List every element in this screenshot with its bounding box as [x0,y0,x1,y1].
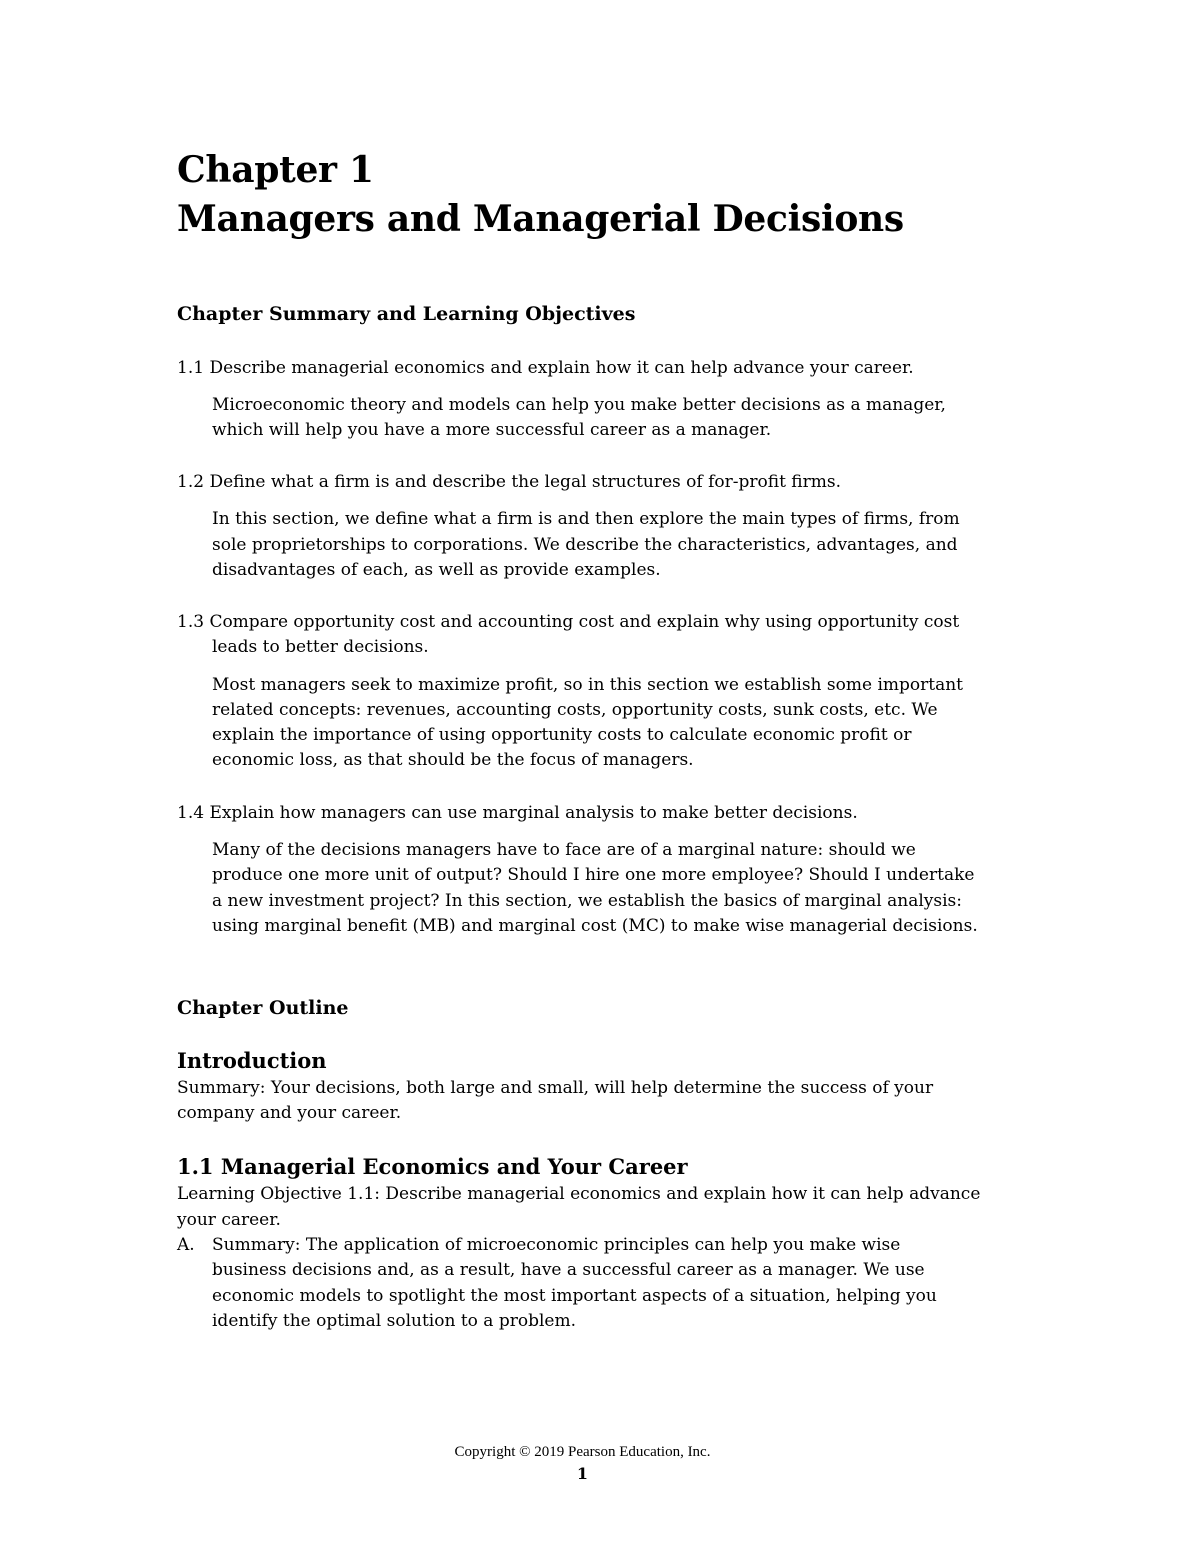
introduction-line: company and your career. [177,1103,402,1123]
introduction-heading: Introduction [177,1048,327,1073]
list-item-line: business decisions and, as a result, have a successful career as a manager. We use [212,1260,925,1280]
objective-1-3-body-line: related concepts: revenues, accounting costs, opportunity costs, sunk costs, etc. We [212,700,938,720]
objective-1-3-body-line: economic loss, as that should be the focus of managers. [212,750,694,770]
page-number: 1 [576,1464,589,1483]
list-item-line: economic models to spotlight the most important aspects of a situation, helping you [212,1286,937,1306]
summary-heading: Chapter Summary and Learning Objectives [177,303,636,325]
objective-1-3-title-cont: leads to better decisions. [212,637,429,657]
objective-1-3-title: 1.3 Compare opportunity cost and accounting cost and explain why using opportunity cost [177,612,960,632]
chapter-title: Managers and Managerial Decisions [177,198,904,240]
section-1-1-objective-line: your career. [177,1210,281,1230]
chapter-label: Chapter 1 [177,149,374,191]
objective-1-1-title: 1.1 Describe managerial economics and explain how it can help advance your career. [177,358,914,378]
objective-1-2-body-line: In this section, we define what a firm is and then explore the main types of firms, from [212,509,960,529]
section-1-1-objective-line: Learning Objective 1.1: Describe managerial economics and explain how it can help advance [177,1184,981,1204]
outline-heading: Chapter Outline [177,997,349,1019]
objective-1-4-body-line: produce one more unit of output? Should I hire one more employee? Should I undertake [212,865,975,885]
list-item-line: Summary: The application of microeconomic principles can help you make wise [212,1235,901,1255]
introduction-line: Summary: Your decisions, both large and small, will help determine the success of your [177,1078,934,1098]
objective-1-2-body-line: sole proprietorships to corporations. We describe the characteristics, advantages, and [212,535,958,555]
objective-1-3-body-line: Most managers seek to maximize profit, so in this section we establish some important [212,675,963,695]
objective-1-4-title: 1.4 Explain how managers can use marginal analysis to make better decisions. [177,803,858,823]
objective-1-4-body-line: Many of the decisions managers have to face are of a marginal nature: should we [212,840,916,860]
objective-1-2-body-line: disadvantages of each, as well as provide examples. [212,560,661,580]
copyright-footer: Copyright © 2019 Pearson Education, Inc. [454,1444,711,1460]
objective-1-2-title: 1.2 Define what a firm is and describe the legal structures of for-profit firms. [177,472,842,492]
list-item-line: identify the optimal solution to a problem. [212,1311,576,1331]
list-item-marker: A. [177,1235,195,1255]
section-1-1-heading: 1.1 Managerial Economics and Your Career [177,1154,688,1179]
objective-1-4-body-line: using marginal benefit (MB) and marginal cost (MC) to make wise managerial decisions. [212,916,978,936]
objective-1-4-body-line: a new investment project? In this section, we establish the basics of marginal analysis: [212,891,963,911]
objective-1-3-body-line: explain the importance of using opportunity costs to calculate economic profit or [212,725,912,745]
objective-1-1-body-line: Microeconomic theory and models can help you make better decisions as a manager, [212,395,946,415]
objective-1-1-body-line: which will help you have a more successful career as a manager. [212,420,772,440]
